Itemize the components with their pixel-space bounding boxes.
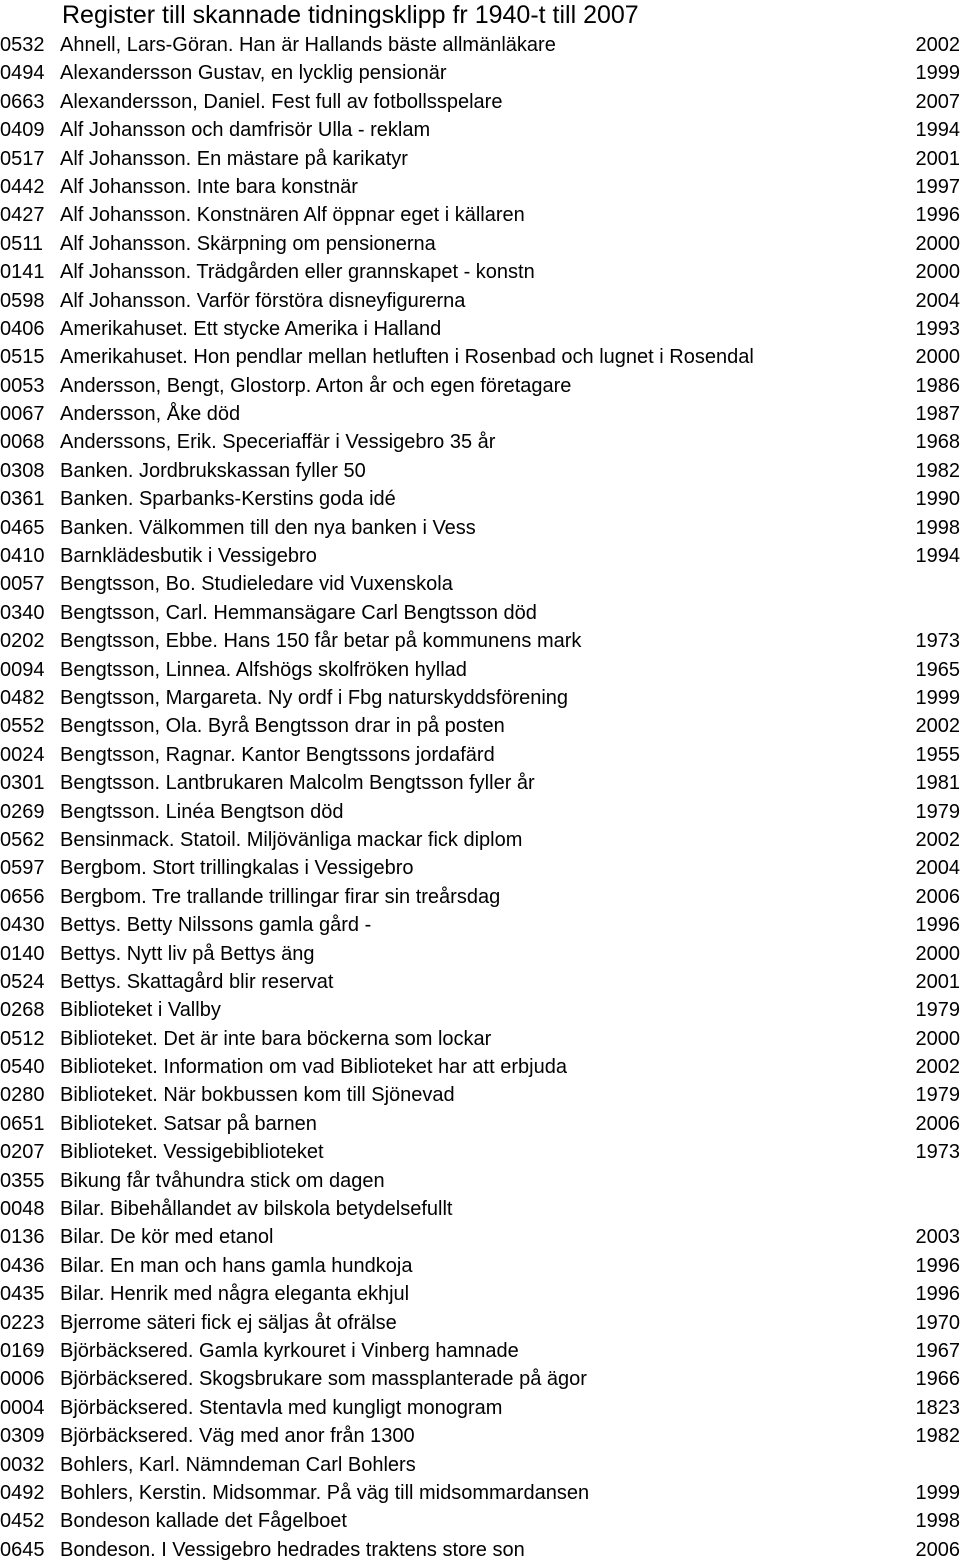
register-row [0,940,960,968]
register-row [0,1365,960,1393]
register-row [0,287,960,315]
register-row [0,627,960,655]
clipping-year: 1998 [916,1507,960,1535]
page-title: Register till skannade tidningsklipp fr 1940-t till 2007 [62,0,639,30]
register-row [0,457,960,485]
clipping-year: 2001 [916,145,960,173]
register-row [0,230,960,258]
clipping-title: Bengtsson. Linéa Bengtson död [60,798,344,826]
clipping-title: Bohlers, Kerstin. Midsommar. På väg till midsommardansen [60,1479,589,1507]
clipping-number: 0436 [0,1252,45,1280]
clipping-year: 1973 [916,627,960,655]
clipping-year: 2006 [916,1110,960,1138]
clipping-year: 1979 [916,798,960,826]
clipping-year: 1996 [916,1252,960,1280]
clipping-title: Biblioteket. Satsar på barnen [60,1110,317,1138]
register-row [0,968,960,996]
clipping-title: Bilar. Henrik med några eleganta ekhjul [60,1280,409,1308]
clipping-number: 0435 [0,1280,45,1308]
register-row [0,1422,960,1450]
clipping-year: 1979 [916,996,960,1024]
clipping-number: 0562 [0,826,45,854]
clipping-register-list [0,31,960,1564]
clipping-year: 2000 [916,230,960,258]
clipping-year: 1994 [916,542,960,570]
register-row [0,684,960,712]
clipping-number: 0202 [0,627,45,655]
clipping-year: 1993 [916,315,960,343]
clipping-title: Björbäcksered. Gamla kyrkouret i Vinberg hamnade [60,1337,519,1365]
register-row [0,1280,960,1308]
clipping-title: Bilar. En man och hans gamla hundkoja [60,1252,412,1280]
clipping-year: 1986 [916,372,960,400]
clipping-year: 2004 [916,287,960,315]
clipping-year: 1968 [916,428,960,456]
register-row [0,542,960,570]
clipping-number: 0207 [0,1138,45,1166]
clipping-title: Andersson, Bengt, Glostorp. Arton år och egen företagare [60,372,571,400]
clipping-number: 0452 [0,1507,45,1535]
clipping-title: Björbäcksered. Stentavla med kungligt monogram [60,1394,502,1422]
clipping-title: Ahnell, Lars-Göran. Han är Hallands bäste allmänläkare [60,31,556,59]
clipping-title: Alf Johansson. Trädgården eller grannskapet - konstn [60,258,535,286]
clipping-year: 1970 [916,1309,960,1337]
register-row [0,31,960,59]
clipping-year: 2007 [916,88,960,116]
clipping-year: 1955 [916,741,960,769]
clipping-title: Bjerrome säteri fick ej säljas åt ofrälse [60,1309,397,1337]
clipping-year: 2006 [916,883,960,911]
register-row [0,343,960,371]
clipping-number: 0442 [0,173,45,201]
clipping-title: Biblioteket. Vessigebiblioteket [60,1138,324,1166]
clipping-year: 1967 [916,1337,960,1365]
clipping-year: 1979 [916,1081,960,1109]
clipping-year: 1997 [916,173,960,201]
clipping-title: Bilar. De kör med etanol [60,1223,273,1251]
clipping-title: Banken. Välkommen till den nya banken i Vess [60,514,476,542]
clipping-number: 0136 [0,1223,45,1251]
clipping-number: 0068 [0,428,45,456]
clipping-title: Biblioteket i Vallby [60,996,221,1024]
clipping-title: Bengtsson, Bo. Studieledare vid Vuxenskola [60,570,453,598]
clipping-number: 0512 [0,1025,45,1053]
clipping-year: 2004 [916,854,960,882]
clipping-title: Bettys. Skattagård blir reservat [60,968,333,996]
register-row [0,514,960,542]
clipping-number: 0024 [0,741,45,769]
register-row [0,201,960,229]
clipping-year: 2002 [916,826,960,854]
clipping-number: 0309 [0,1422,45,1450]
register-row [0,428,960,456]
clipping-title: Alexandersson, Daniel. Fest full av fotbollsspelare [60,88,502,116]
clipping-number: 0511 [0,230,43,258]
register-row [0,1252,960,1280]
register-row [0,88,960,116]
clipping-number: 0409 [0,116,45,144]
clipping-year: 1999 [916,684,960,712]
clipping-title: Alf Johansson och damfrisör Ulla - reklam [60,116,430,144]
clipping-year: 1996 [916,1280,960,1308]
clipping-number: 0406 [0,315,45,343]
clipping-number: 0067 [0,400,45,428]
clipping-year: 1982 [916,457,960,485]
clipping-title: Biblioteket. När bokbussen kom till Sjönevad [60,1081,455,1109]
clipping-year: 2001 [916,968,960,996]
register-row [0,769,960,797]
clipping-number: 0053 [0,372,45,400]
clipping-year: 1973 [916,1138,960,1166]
clipping-title: Bettys. Betty Nilssons gamla gård - [60,911,371,939]
clipping-year: 1996 [916,911,960,939]
clipping-title: Alf Johansson. En mästare på karikatyr [60,145,408,173]
register-row [0,996,960,1024]
clipping-title: Amerikahuset. Hon pendlar mellan hetluften i Rosenbad och lugnet i Rosendal [60,343,754,371]
clipping-year: 1994 [916,116,960,144]
register-row [0,911,960,939]
clipping-title: Björbäcksered. Väg med anor från 1300 [60,1422,415,1450]
clipping-number: 0032 [0,1451,45,1479]
clipping-title: Biblioteket. Information om vad Biblioteket har att erbjuda [60,1053,567,1081]
clipping-title: Amerikahuset. Ett stycke Amerika i Halland [60,315,441,343]
clipping-number: 0280 [0,1081,45,1109]
clipping-number: 0494 [0,59,45,87]
clipping-year: 1823 [916,1394,960,1422]
clipping-number: 0223 [0,1309,45,1337]
clipping-number: 0492 [0,1479,45,1507]
clipping-number: 0361 [0,485,45,513]
register-row [0,116,960,144]
clipping-number: 0524 [0,968,45,996]
clipping-year: 2002 [916,1053,960,1081]
register-row [0,826,960,854]
register-row [0,1309,960,1337]
clipping-title: Bondeson. I Vessigebro hedrades traktens store son [60,1536,525,1564]
clipping-title: Bergbom. Tre trallande trillingar firar sin treårsdag [60,883,500,911]
register-row [0,1195,960,1223]
clipping-number: 0517 [0,145,45,173]
clipping-year: 1996 [916,201,960,229]
clipping-title: Alf Johansson. Inte bara konstnär [60,173,358,201]
register-row [0,1394,960,1422]
clipping-title: Bengtsson. Lantbrukaren Malcolm Bengtsson fyller år [60,769,535,797]
clipping-number: 0141 [0,258,45,286]
clipping-title: Alf Johansson. Varför förstöra disneyfigurerna [60,287,465,315]
clipping-year: 2002 [916,31,960,59]
clipping-title: Bensinmack. Statoil. Miljövänliga mackar fick diplom [60,826,522,854]
register-row [0,1536,960,1564]
register-row [0,1167,960,1195]
clipping-title: Biblioteket. Det är inte bara böckerna som lockar [60,1025,491,1053]
clipping-number: 0004 [0,1394,45,1422]
register-row [0,258,960,286]
register-row [0,173,960,201]
clipping-number: 0645 [0,1536,45,1564]
register-row [0,1451,960,1479]
clipping-number: 0552 [0,712,45,740]
clipping-number: 0651 [0,1110,45,1138]
register-row [0,1337,960,1365]
clipping-number: 0482 [0,684,45,712]
register-row [0,1025,960,1053]
clipping-number: 0427 [0,201,45,229]
register-row [0,400,960,428]
register-row [0,798,960,826]
register-row [0,656,960,684]
clipping-number: 0465 [0,514,45,542]
clipping-title: Alexandersson Gustav, en lycklig pensionär [60,59,447,87]
clipping-number: 0540 [0,1053,45,1081]
register-row [0,372,960,400]
register-row [0,599,960,627]
register-row [0,741,960,769]
clipping-title: Barnklädesbutik i Vessigebro [60,542,317,570]
clipping-number: 0532 [0,31,45,59]
clipping-year: 1999 [916,1479,960,1507]
register-row [0,1053,960,1081]
clipping-number: 0269 [0,798,45,826]
clipping-title: Bettys. Nytt liv på Bettys äng [60,940,315,968]
clipping-number: 0301 [0,769,45,797]
register-row [0,59,960,87]
clipping-number: 0006 [0,1365,45,1393]
clipping-year: 1966 [916,1365,960,1393]
clipping-year: 2002 [916,712,960,740]
clipping-year: 1999 [916,59,960,87]
clipping-number: 0663 [0,88,45,116]
clipping-number: 0268 [0,996,45,1024]
clipping-year: 1987 [916,400,960,428]
clipping-title: Bergbom. Stort trillingkalas i Vessigebro [60,854,414,882]
clipping-title: Bilar. Bibehållandet av bilskola betydelsefullt [60,1195,452,1223]
register-row [0,1507,960,1535]
clipping-year: 2006 [916,1536,960,1564]
clipping-title: Banken. Sparbanks-Kerstins goda idé [60,485,396,513]
clipping-title: Bengtsson, Ebbe. Hans 150 får betar på kommunens mark [60,627,581,655]
clipping-number: 0515 [0,343,45,371]
clipping-title: Bikung får tvåhundra stick om dagen [60,1167,385,1195]
clipping-number: 0656 [0,883,45,911]
clipping-year: 2000 [916,258,960,286]
clipping-number: 0340 [0,599,45,627]
register-row [0,712,960,740]
clipping-title: Bengtsson, Margareta. Ny ordf i Fbg naturskyddsförening [60,684,568,712]
clipping-title: Alf Johansson. Konstnären Alf öppnar eget i källaren [60,201,525,229]
clipping-title: Bengtsson, Ragnar. Kantor Bengtssons jordafärd [60,741,495,769]
register-row [0,485,960,513]
clipping-number: 0057 [0,570,45,598]
clipping-title: Bohlers, Karl. Nämndeman Carl Bohlers [60,1451,416,1479]
clipping-title: Anderssons, Erik. Speceriaffär i Vessigebro 35 år [60,428,495,456]
clipping-number: 0410 [0,542,45,570]
clipping-title: Bengtsson, Ola. Byrå Bengtsson drar in på posten [60,712,505,740]
register-row [0,145,960,173]
clipping-number: 0048 [0,1195,45,1223]
register-row [0,1081,960,1109]
register-row [0,1223,960,1251]
clipping-title: Banken. Jordbrukskassan fyller 50 [60,457,366,485]
register-row [0,883,960,911]
clipping-year: 2003 [916,1223,960,1251]
clipping-number: 0094 [0,656,45,684]
clipping-number: 0308 [0,457,45,485]
clipping-year: 1965 [916,656,960,684]
clipping-title: Bengtsson, Linnea. Alfshögs skolfröken hyllad [60,656,467,684]
clipping-title: Björbäcksered. Skogsbrukare som massplanterade på ägor [60,1365,587,1393]
register-row [0,315,960,343]
register-row [0,854,960,882]
clipping-number: 0169 [0,1337,45,1365]
clipping-number: 0430 [0,911,45,939]
clipping-year: 2000 [916,343,960,371]
clipping-year: 2000 [916,940,960,968]
clipping-title: Bondeson kallade det Fågelboet [60,1507,347,1535]
register-row [0,570,960,598]
clipping-number: 0597 [0,854,45,882]
clipping-number: 0598 [0,287,45,315]
clipping-number: 0355 [0,1167,45,1195]
clipping-title: Andersson, Åke död [60,400,240,428]
clipping-title: Alf Johansson. Skärpning om pensionerna [60,230,436,258]
clipping-year: 1990 [916,485,960,513]
clipping-number: 0140 [0,940,45,968]
clipping-year: 1981 [916,769,960,797]
clipping-year: 1982 [916,1422,960,1450]
clipping-year: 2000 [916,1025,960,1053]
register-row [0,1138,960,1166]
register-row [0,1479,960,1507]
register-row [0,1110,960,1138]
clipping-year: 1998 [916,514,960,542]
clipping-title: Bengtsson, Carl. Hemmansägare Carl Bengtsson död [60,599,537,627]
